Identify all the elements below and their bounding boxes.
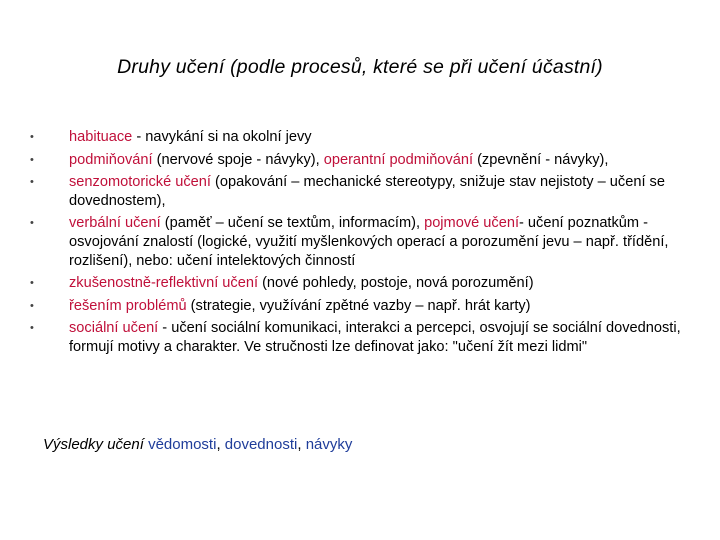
separator: , — [297, 436, 306, 453]
term: řešením problémů — [69, 297, 187, 314]
description: (zpevnění - návyky), — [473, 151, 609, 168]
list-item — [30, 151, 690, 170]
bullet-icon: • — [30, 176, 34, 189]
term: pojmové učení — [424, 215, 519, 232]
term: senzomotorické učení — [69, 174, 211, 191]
list-item — [30, 214, 690, 270]
list-item — [30, 319, 690, 356]
term: sociální učení — [69, 320, 159, 337]
term: podmiňování — [69, 151, 153, 168]
list-item — [30, 297, 690, 316]
bullet-icon: • — [30, 277, 34, 290]
outcome-habits: návyky — [305, 436, 353, 453]
bullet-icon: • — [30, 217, 34, 230]
description: (strategie, využívání zpětné vazby – např. hrát karty) — [186, 297, 531, 314]
description: - navykání si na okolní jevy — [132, 129, 312, 145]
description: - učení poznatkům - osvojování znalostí (logické, využití myšlenkových operací a porozumění jevu – např. třídění, rozlišení), nebo: učení intelektových činností — [69, 215, 669, 269]
description: (opakování – mechanické stereotypy, snižuje stav nejistoty – učení se dovednostem), — [69, 174, 665, 209]
description: (nervové spoje - návyky), — [152, 151, 324, 168]
term: verbální učení — [69, 215, 161, 232]
description: - učení sociální komunikaci, interakci a percepci, osvojují se sociální dovednosti, formují motivy a charakter. Ve stručnosti lze definovat jako: "učení žít mezi lidmi" — [69, 320, 681, 355]
bullet-icon: • — [30, 322, 34, 335]
learning-outcomes — [43, 436, 352, 453]
list-item — [30, 128, 690, 147]
term: habituace — [69, 129, 133, 145]
bullet-icon: • — [30, 299, 34, 312]
description: (paměť – učení se textům, informacím), — [160, 215, 425, 232]
bullet-icon: • — [30, 131, 34, 143]
term: operantní podmiňování — [323, 151, 474, 168]
outcome-skills: dovednosti — [224, 436, 298, 453]
description: (nové pohledy, postoje, nová porozumění) — [258, 275, 534, 292]
learning-types-list — [30, 128, 690, 361]
outcome-knowledge: vědomosti — [148, 436, 217, 453]
term: zkušenostně-reflektivní učení — [69, 275, 259, 292]
list-item — [30, 173, 690, 210]
slide-title: Druhy učení (podle procesů, které se při učení účastní) — [117, 56, 603, 78]
bullet-icon: • — [30, 153, 34, 166]
separator: , — [216, 436, 225, 453]
list-item — [30, 274, 690, 293]
outcomes-label: Výsledky učení — [43, 436, 144, 453]
